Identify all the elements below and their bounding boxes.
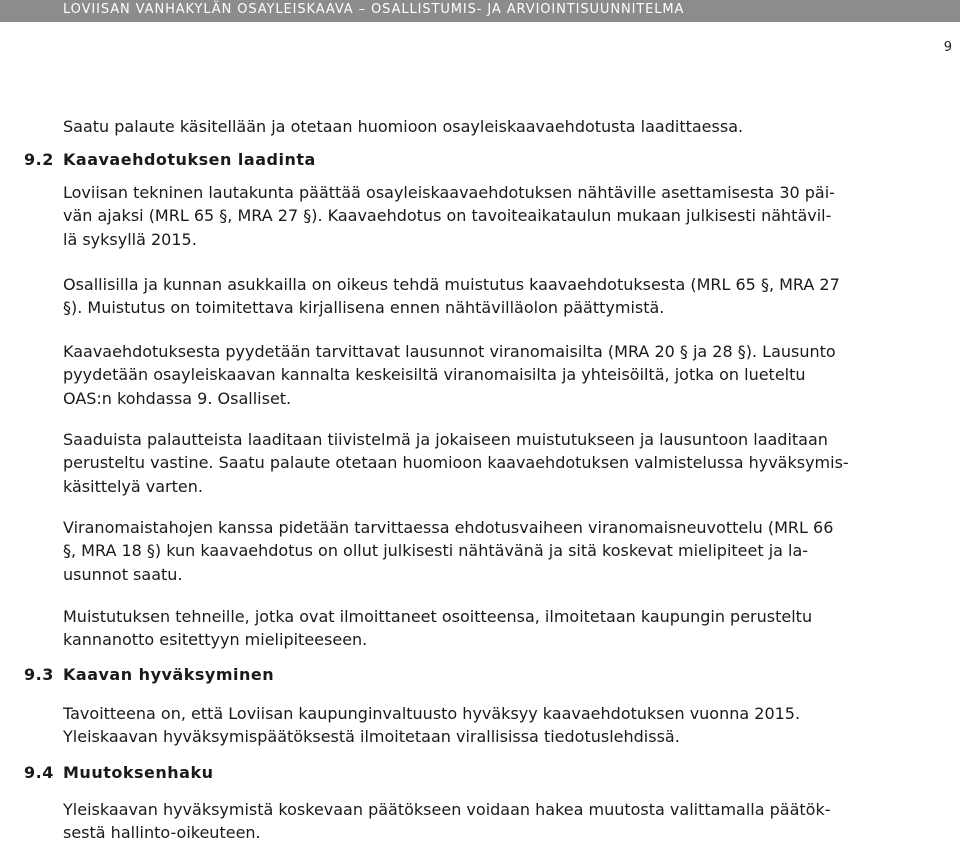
paragraph-line: Viranomaistahojen kanssa pidetään tarvittaessa ehdotusvaiheen viranomaisneuvottelu (MRL 66 xyxy=(63,518,834,537)
paragraph-line: lä syksyllä 2015. xyxy=(63,229,197,249)
paragraph-line: OAS:n kohdassa 9. Osalliset. xyxy=(63,388,292,408)
section-number: 9.4 xyxy=(24,763,54,782)
paragraph-line: Muistutuksen tehneille, jotka ovat ilmoittaneet osoitteensa, ilmoitetaan kaupungin perusteltu xyxy=(63,607,813,626)
section-heading-9-3 xyxy=(24,663,274,686)
page-number: 9 xyxy=(943,40,952,55)
section-heading-9-4 xyxy=(24,761,213,784)
section-title: Kaavan hyväksyminen xyxy=(63,665,275,684)
paragraph-line: Loviisan tekninen lautakunta päättää osayleiskaavaehdotuksen nähtäville asettamisesta 30 päi- xyxy=(63,183,835,202)
section-heading-9-2 xyxy=(24,148,316,171)
paragraph-1 xyxy=(63,181,955,251)
header-title: LOVIISAN VANHAKYLÄN OSAYLEISKAAVA – OSALLISTUMIS- JA ARVIOINTISUUNNITELMA xyxy=(63,2,685,17)
paragraph-line: vän ajaksi (MRL 65 §, MRA 27 §). Kaavaehdotus on tavoiteaikataulun mukaan julkisesti nähtävil- xyxy=(63,206,832,226)
paragraph-line: Saatu palaute käsitellään ja otetaan huomioon osayleiskaavaehdotusta laadittaessa. xyxy=(63,117,744,136)
paragraph-line: Osallisilla ja kunnan asukkailla on oikeus tehdä muistutus kaavaehdotuksesta (MRL 65 §, MRA 27 xyxy=(63,275,840,294)
paragraph-8 xyxy=(63,798,955,845)
paragraph-line: §, MRA 18 §) kun kaavaehdotus on ollut julkisesti nähtävänä ja sitä koskevat mielipiteet ja la- xyxy=(63,541,809,561)
paragraph-line: usunnot saatu. xyxy=(63,564,183,584)
paragraph-line: Yleiskaavan hyväksymispäätöksestä ilmoitetaan virallisissa tiedotuslehdissä. xyxy=(63,727,680,747)
section-title: Kaavaehdotuksen laadinta xyxy=(63,150,316,169)
intro-paragraph xyxy=(63,115,955,138)
paragraph-line: perusteltu vastine. Saatu palaute otetaan huomioon kaavaehdotuksen valmistelussa hyväksymis- xyxy=(63,453,849,473)
paragraph-line: kannanotto esitettyyn mielipiteeseen. xyxy=(63,630,368,650)
paragraph-line: käsittelyä varten. xyxy=(63,476,203,496)
paragraph-line: Yleiskaavan hyväksymistä koskevaan päätökseen voidaan hakea muutosta valittamalla päätök- xyxy=(63,800,831,819)
paragraph-line: pyydetään osayleiskaavan kannalta keskeisiltä viranomaisilta ja yhteisöiltä, jotka on lueteltu xyxy=(63,365,806,385)
running-header xyxy=(0,0,960,22)
paragraph-5 xyxy=(63,516,955,586)
section-title: Muutoksenhaku xyxy=(63,763,214,782)
paragraph-3 xyxy=(63,340,955,410)
paragraph-line: sestä hallinto-oikeuteen. xyxy=(63,823,261,843)
paragraph-line: §). Muistutus on toimitettava kirjallisena ennen nähtävilläolon päättymistä. xyxy=(63,298,665,318)
section-number: 9.3 xyxy=(24,665,54,684)
paragraph-line: Tavoitteena on, että Loviisan kaupunginvaltuusto hyväksyy kaavaehdotuksen vuonna 2015. xyxy=(63,704,801,723)
paragraph-2 xyxy=(63,273,955,320)
paragraph-7 xyxy=(63,702,955,749)
paragraph-line: Saaduista palautteista laaditaan tiivistelmä ja jokaiseen muistutukseen ja lausuntoon laaditaan xyxy=(63,430,828,449)
paragraph-4 xyxy=(63,428,955,498)
paragraph-6 xyxy=(63,605,955,652)
paragraph-line: Kaavaehdotuksesta pyydetään tarvittavat lausunnot viranomaisilta (MRA 20 § ja 28 §). Lausunto xyxy=(63,342,836,361)
section-number: 9.2 xyxy=(24,150,54,169)
